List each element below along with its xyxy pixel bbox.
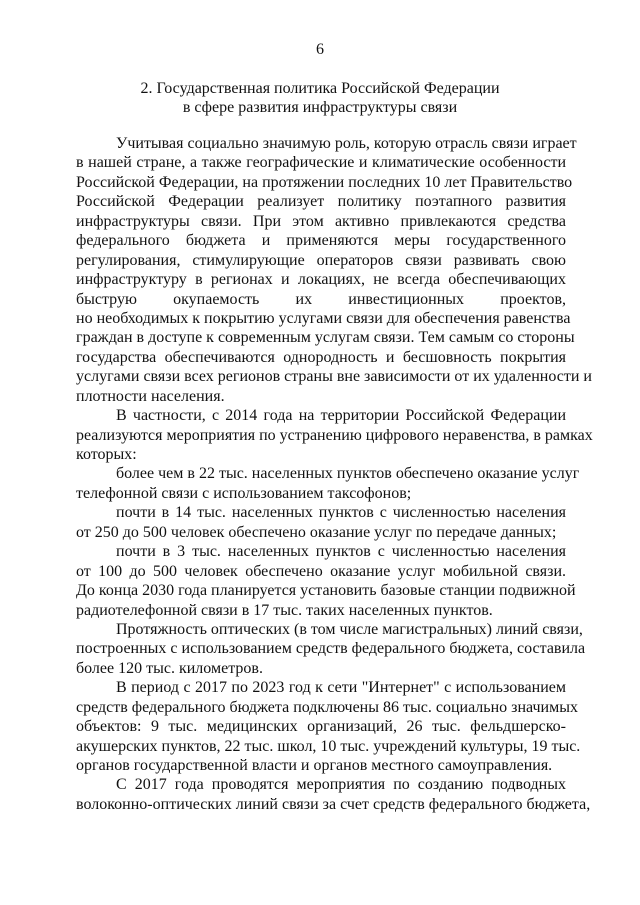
text-line: телефонной связи с использованием таксофонов; xyxy=(76,484,412,502)
text-line: почти в 3 тыс. населенных пунктов с численностью населения xyxy=(116,543,566,561)
text-line: государства обеспечиваются однородность и бесшовность покрытия xyxy=(76,348,566,366)
paragraph xyxy=(76,503,566,542)
section-heading-line-1: 2. Государственная политика Российской Федерации xyxy=(140,80,500,97)
text-line: Российской Федерации реализует политику поэтапного развития xyxy=(76,193,566,211)
text-line: более чем в 22 тыс. населенных пунктов обеспечено оказание услуг xyxy=(116,465,580,483)
paragraph xyxy=(76,464,580,503)
text-line: федерального бюджета и применяются меры государственного xyxy=(76,232,566,250)
body-text xyxy=(76,134,593,814)
text-line: Протяжность оптических (в том числе магистральных) линий связи, xyxy=(116,620,583,638)
text-line: радиотелефонной связи в 17 тыс. таких населенных пунктов. xyxy=(76,601,493,619)
paragraph xyxy=(76,406,593,464)
text-line: плотности населения. xyxy=(76,387,225,405)
paragraph xyxy=(76,542,576,620)
text-line: которых: xyxy=(76,446,137,463)
text-line: До конца 2030 года планируется установить базовые станции подвижной xyxy=(76,582,576,600)
text-line: услугами связи всех регионов страны вне зависимости от их удаленности и xyxy=(76,368,592,386)
text-line: Учитывая социально значимую роль, которую отрасль связи играет xyxy=(116,135,577,152)
text-line: инфраструктуры связи. При этом активно привлекаются средства xyxy=(76,212,566,230)
text-line: Российской Федерации, на протяжении последних 10 лет Правительство xyxy=(76,173,573,191)
text-line: регулирования, стимулирующие операторов связи развивать свою xyxy=(76,251,566,269)
section-heading xyxy=(0,79,640,117)
paragraph xyxy=(76,620,586,678)
text-line: объектов: 9 тыс. медицинских организаций, 26 тыс. фельдшерско- xyxy=(76,718,566,736)
text-line: но необходимых к покрытию услугами связи для обеспечения равенства xyxy=(76,309,571,327)
text-line: инфраструктуру в регионах и локациях, не всегда обеспечивающих xyxy=(76,271,566,289)
text-line: волоконно-оптических линий связи за счет средств федерального бюджета, xyxy=(76,795,591,813)
text-line: граждан в доступе к современным услугам связи. Тем самым со стороны xyxy=(76,329,575,347)
text-line: В частности, с 2014 года на территории Российской Федерации xyxy=(116,407,566,425)
paragraph xyxy=(76,775,591,814)
text-line: органов государственной власти и органов местного самоуправления. xyxy=(76,757,553,774)
paragraph xyxy=(76,678,581,775)
text-line: от 250 до 500 человек обеспечено оказание услуг по передаче данных; xyxy=(76,523,557,541)
text-line: быструю окупаемость их инвестиционных проектов, xyxy=(76,290,566,308)
text-line: акушерских пунктов, 22 тыс. школ, 10 тыс. учреждений культуры, 19 тыс. xyxy=(76,737,581,755)
text-line: от 100 до 500 человек обеспечено оказание услуг мобильной связи. xyxy=(76,562,566,580)
text-line: более 120 тыс. километров. xyxy=(76,659,263,677)
text-line: в нашей стране, а также географические и климатические особенности xyxy=(76,154,566,172)
paragraph xyxy=(76,134,592,406)
text-line: В период с 2017 по 2023 год к сети "Интернет" с использованием xyxy=(116,679,566,697)
text-line: С 2017 года проводятся мероприятия по созданию подводных xyxy=(116,776,566,794)
page-number: 6 xyxy=(316,41,324,58)
text-line: средств федерального бюджета подключены 86 тыс. социально значимых xyxy=(76,698,578,716)
text-line: реализуются мероприятия по устранению цифрового неравенства, в рамках xyxy=(76,426,593,444)
text-line: построенных с использованием средств федерального бюджета, составила xyxy=(76,640,586,658)
section-heading-line-2: в сфере развития инфраструктуры связи xyxy=(182,99,458,116)
text-line: почти в 14 тыс. населенных пунктов с численностью населения xyxy=(116,504,566,522)
